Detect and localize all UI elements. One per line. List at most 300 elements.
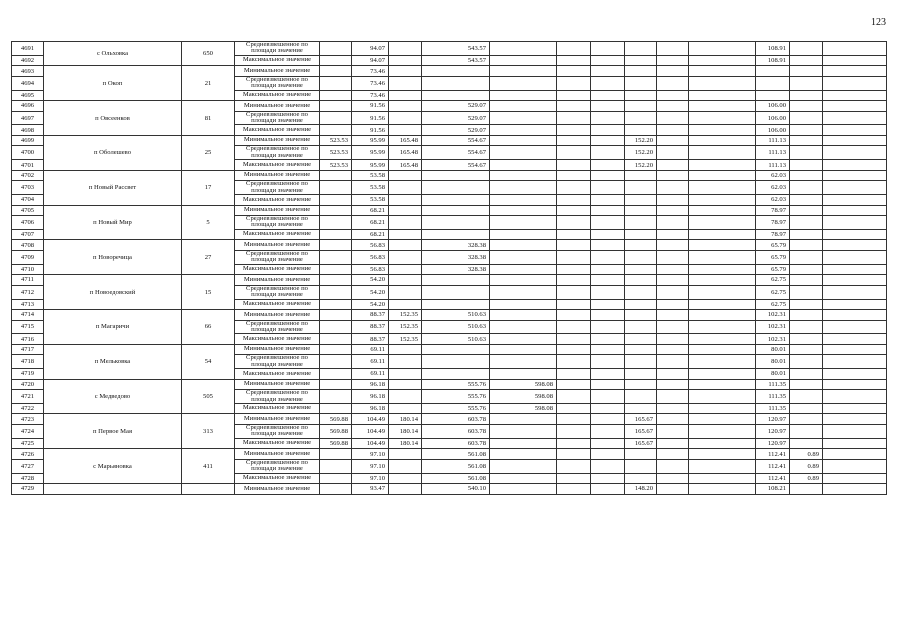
population: 17 bbox=[182, 170, 235, 205]
value-cell bbox=[689, 414, 756, 425]
row-number: 4707 bbox=[12, 229, 44, 240]
value-cell bbox=[490, 449, 557, 460]
value-cell: 152.35 bbox=[389, 310, 422, 321]
value-cell: 95.99 bbox=[352, 160, 389, 171]
value-cell bbox=[657, 275, 689, 286]
row-number: 4726 bbox=[12, 449, 44, 460]
value-cell bbox=[823, 414, 887, 425]
value-cell bbox=[823, 101, 887, 112]
value-cell bbox=[557, 240, 591, 251]
value-cell bbox=[490, 334, 557, 345]
value-cell bbox=[389, 473, 422, 484]
table-body bbox=[12, 42, 887, 495]
value-cell bbox=[591, 414, 625, 425]
value-cell bbox=[591, 310, 625, 321]
value-cell: 104.49 bbox=[352, 438, 389, 449]
value-cell: 68.21 bbox=[352, 229, 389, 240]
value-cell: 603.78 bbox=[422, 438, 490, 449]
row-number: 4727 bbox=[12, 459, 44, 473]
value-cell bbox=[625, 320, 657, 334]
value-cell bbox=[591, 334, 625, 345]
value-cell bbox=[389, 390, 422, 404]
population: 54 bbox=[182, 344, 235, 379]
value-cell bbox=[557, 438, 591, 449]
value-cell: 561.08 bbox=[422, 473, 490, 484]
value-cell bbox=[823, 473, 887, 484]
value-cell: 0.89 bbox=[790, 473, 823, 484]
value-cell: 152.35 bbox=[389, 320, 422, 334]
value-cell bbox=[389, 484, 422, 495]
value-cell bbox=[389, 299, 422, 310]
value-cell: 73.46 bbox=[352, 90, 389, 101]
value-cell: 88.37 bbox=[352, 320, 389, 334]
value-cell bbox=[823, 390, 887, 404]
value-cell bbox=[689, 369, 756, 380]
value-cell bbox=[591, 90, 625, 101]
value-cell bbox=[422, 181, 490, 195]
value-type-label: Максимальное значение bbox=[235, 473, 320, 484]
value-cell bbox=[490, 205, 557, 216]
value-cell bbox=[625, 240, 657, 251]
value-cell bbox=[320, 229, 352, 240]
value-cell bbox=[557, 310, 591, 321]
value-cell: 180.14 bbox=[389, 424, 422, 438]
value-cell: 96.18 bbox=[352, 379, 389, 390]
value-cell: 555.76 bbox=[422, 379, 490, 390]
value-cell: 91.56 bbox=[352, 125, 389, 136]
table-row bbox=[12, 66, 887, 77]
value-cell bbox=[591, 449, 625, 460]
value-cell bbox=[625, 310, 657, 321]
value-cell bbox=[320, 285, 352, 299]
value-cell: 65.79 bbox=[756, 240, 790, 251]
value-cell bbox=[823, 275, 887, 286]
value-cell bbox=[657, 459, 689, 473]
population: 650 bbox=[182, 42, 235, 66]
table-row bbox=[12, 42, 887, 56]
value-cell: 543.57 bbox=[422, 55, 490, 66]
value-cell: 78.97 bbox=[756, 216, 790, 230]
value-cell bbox=[625, 111, 657, 125]
row-number: 4710 bbox=[12, 264, 44, 275]
value-cell bbox=[591, 146, 625, 160]
value-cell bbox=[557, 135, 591, 146]
value-cell: 111.13 bbox=[756, 146, 790, 160]
value-cell bbox=[823, 344, 887, 355]
value-cell: 54.20 bbox=[352, 275, 389, 286]
value-cell bbox=[657, 170, 689, 181]
value-cell bbox=[490, 181, 557, 195]
value-cell bbox=[591, 135, 625, 146]
value-cell bbox=[625, 379, 657, 390]
value-type-label: Средневзвешенное по площади значение bbox=[235, 424, 320, 438]
value-cell bbox=[790, 55, 823, 66]
value-cell: 603.78 bbox=[422, 424, 490, 438]
value-cell bbox=[389, 285, 422, 299]
value-cell: 328.38 bbox=[422, 240, 490, 251]
value-cell: 56.83 bbox=[352, 264, 389, 275]
value-cell bbox=[557, 195, 591, 206]
value-cell bbox=[557, 55, 591, 66]
value-cell bbox=[591, 76, 625, 90]
value-cell bbox=[490, 125, 557, 136]
value-cell: 555.76 bbox=[422, 390, 490, 404]
settlement-name bbox=[44, 484, 182, 495]
value-cell bbox=[790, 484, 823, 495]
value-cell bbox=[689, 320, 756, 334]
value-cell: 111.13 bbox=[756, 135, 790, 146]
value-type-label: Максимальное значение bbox=[235, 195, 320, 206]
value-cell bbox=[422, 229, 490, 240]
value-cell: 62.75 bbox=[756, 299, 790, 310]
value-cell: 108.21 bbox=[756, 484, 790, 495]
value-cell: 102.31 bbox=[756, 310, 790, 321]
value-cell bbox=[320, 125, 352, 136]
value-cell bbox=[823, 438, 887, 449]
value-cell bbox=[790, 390, 823, 404]
value-cell: 112.41 bbox=[756, 449, 790, 460]
value-cell bbox=[591, 111, 625, 125]
value-type-label: Средневзвешенное по площади значение bbox=[235, 250, 320, 264]
settlement-name: п Овсеенков bbox=[44, 101, 182, 136]
value-cell bbox=[389, 111, 422, 125]
value-cell bbox=[790, 229, 823, 240]
value-cell bbox=[823, 424, 887, 438]
value-cell bbox=[591, 55, 625, 66]
value-cell bbox=[689, 146, 756, 160]
value-cell bbox=[490, 101, 557, 112]
value-cell bbox=[490, 285, 557, 299]
value-cell bbox=[591, 160, 625, 171]
value-cell bbox=[320, 76, 352, 90]
value-cell bbox=[625, 390, 657, 404]
value-cell bbox=[657, 195, 689, 206]
value-cell bbox=[490, 355, 557, 369]
row-number: 4718 bbox=[12, 355, 44, 369]
value-cell bbox=[557, 101, 591, 112]
value-type-label: Минимальное значение bbox=[235, 484, 320, 495]
value-cell: 112.41 bbox=[756, 473, 790, 484]
table-row bbox=[12, 449, 887, 460]
value-type-label: Средневзвешенное по площади значение bbox=[235, 390, 320, 404]
value-cell bbox=[790, 216, 823, 230]
value-cell: 62.03 bbox=[756, 181, 790, 195]
value-cell: 510.63 bbox=[422, 310, 490, 321]
value-cell bbox=[689, 285, 756, 299]
value-cell bbox=[490, 484, 557, 495]
value-cell bbox=[389, 264, 422, 275]
value-cell: 554.67 bbox=[422, 135, 490, 146]
value-cell bbox=[689, 76, 756, 90]
row-number: 4723 bbox=[12, 414, 44, 425]
value-cell bbox=[790, 66, 823, 77]
value-cell bbox=[591, 379, 625, 390]
table-row bbox=[12, 101, 887, 112]
value-cell bbox=[557, 344, 591, 355]
value-cell bbox=[823, 55, 887, 66]
value-cell bbox=[790, 250, 823, 264]
value-cell bbox=[790, 90, 823, 101]
value-cell bbox=[490, 369, 557, 380]
settlement-name: п Новоедовский bbox=[44, 275, 182, 310]
value-cell: 91.56 bbox=[352, 111, 389, 125]
row-number: 4714 bbox=[12, 310, 44, 321]
population: 15 bbox=[182, 275, 235, 310]
value-cell bbox=[490, 459, 557, 473]
value-type-label: Минимальное значение bbox=[235, 344, 320, 355]
value-cell: 0.89 bbox=[790, 459, 823, 473]
value-cell: 540.10 bbox=[422, 484, 490, 495]
value-cell bbox=[689, 459, 756, 473]
value-cell bbox=[823, 484, 887, 495]
value-cell bbox=[823, 66, 887, 77]
value-type-label: Максимальное значение bbox=[235, 264, 320, 275]
value-cell bbox=[389, 403, 422, 414]
row-number: 4701 bbox=[12, 160, 44, 171]
value-cell: 97.10 bbox=[352, 473, 389, 484]
value-cell bbox=[823, 111, 887, 125]
value-cell bbox=[689, 42, 756, 56]
value-cell bbox=[823, 310, 887, 321]
table-row bbox=[12, 310, 887, 321]
value-cell bbox=[790, 160, 823, 171]
value-type-label: Минимальное значение bbox=[235, 135, 320, 146]
value-cell: 102.31 bbox=[756, 334, 790, 345]
row-number: 4717 bbox=[12, 344, 44, 355]
value-cell bbox=[557, 181, 591, 195]
value-cell: 93.47 bbox=[352, 484, 389, 495]
value-cell bbox=[790, 101, 823, 112]
value-cell bbox=[823, 334, 887, 345]
value-cell bbox=[490, 55, 557, 66]
value-cell bbox=[790, 135, 823, 146]
value-cell bbox=[320, 111, 352, 125]
value-cell bbox=[625, 334, 657, 345]
value-cell: 94.07 bbox=[352, 55, 389, 66]
value-cell bbox=[490, 320, 557, 334]
table-row bbox=[12, 135, 887, 146]
value-cell bbox=[657, 90, 689, 101]
value-cell bbox=[657, 42, 689, 56]
value-cell bbox=[591, 285, 625, 299]
value-cell bbox=[823, 240, 887, 251]
value-cell bbox=[625, 205, 657, 216]
value-cell: 543.57 bbox=[422, 42, 490, 56]
value-cell bbox=[320, 369, 352, 380]
row-number: 4705 bbox=[12, 205, 44, 216]
value-cell bbox=[689, 195, 756, 206]
value-cell bbox=[689, 264, 756, 275]
value-cell: 569.88 bbox=[320, 414, 352, 425]
value-cell bbox=[490, 414, 557, 425]
value-cell: 80.01 bbox=[756, 369, 790, 380]
value-cell bbox=[320, 403, 352, 414]
value-cell bbox=[591, 484, 625, 495]
value-cell bbox=[557, 229, 591, 240]
value-cell bbox=[389, 216, 422, 230]
value-cell bbox=[689, 403, 756, 414]
value-cell bbox=[490, 135, 557, 146]
value-cell bbox=[320, 55, 352, 66]
table-row bbox=[12, 240, 887, 251]
value-cell bbox=[625, 264, 657, 275]
value-type-label: Минимальное значение bbox=[235, 379, 320, 390]
value-cell: 120.97 bbox=[756, 424, 790, 438]
value-cell bbox=[790, 146, 823, 160]
value-cell: 569.88 bbox=[320, 424, 352, 438]
value-cell bbox=[657, 369, 689, 380]
value-cell: 111.13 bbox=[756, 160, 790, 171]
value-cell bbox=[689, 424, 756, 438]
value-cell bbox=[823, 459, 887, 473]
value-cell bbox=[320, 310, 352, 321]
value-cell: 152.35 bbox=[389, 334, 422, 345]
value-cell bbox=[591, 170, 625, 181]
value-cell bbox=[625, 473, 657, 484]
value-cell bbox=[657, 216, 689, 230]
value-type-label: Минимальное значение bbox=[235, 449, 320, 460]
page-number: 123 bbox=[871, 17, 886, 28]
row-number: 4706 bbox=[12, 216, 44, 230]
value-cell bbox=[689, 379, 756, 390]
settlement-name: п Новый Рассвет bbox=[44, 170, 182, 205]
settlement-name: с Медведово bbox=[44, 379, 182, 414]
value-cell bbox=[657, 299, 689, 310]
value-cell bbox=[657, 66, 689, 77]
value-cell bbox=[389, 76, 422, 90]
value-cell: 53.58 bbox=[352, 181, 389, 195]
table-row bbox=[12, 205, 887, 216]
value-cell bbox=[689, 216, 756, 230]
value-cell bbox=[657, 240, 689, 251]
value-cell bbox=[625, 170, 657, 181]
value-type-label: Средневзвешенное по площади значение bbox=[235, 355, 320, 369]
value-cell bbox=[389, 449, 422, 460]
value-cell bbox=[823, 135, 887, 146]
value-cell bbox=[625, 181, 657, 195]
row-number: 4729 bbox=[12, 484, 44, 495]
value-cell bbox=[591, 344, 625, 355]
value-cell bbox=[823, 216, 887, 230]
value-cell bbox=[320, 379, 352, 390]
value-type-label: Средневзвешенное по площади значение bbox=[235, 285, 320, 299]
value-type-label: Минимальное значение bbox=[235, 101, 320, 112]
value-cell bbox=[657, 414, 689, 425]
value-cell bbox=[689, 355, 756, 369]
settlement-name: п Первое Мая bbox=[44, 414, 182, 449]
value-cell bbox=[557, 334, 591, 345]
value-cell bbox=[657, 473, 689, 484]
value-cell bbox=[389, 379, 422, 390]
value-cell bbox=[591, 125, 625, 136]
value-cell bbox=[790, 320, 823, 334]
value-cell bbox=[422, 344, 490, 355]
population: 25 bbox=[182, 135, 235, 170]
value-cell bbox=[657, 403, 689, 414]
value-type-label: Максимальное значение bbox=[235, 90, 320, 101]
value-cell: 108.91 bbox=[756, 42, 790, 56]
row-number: 4716 bbox=[12, 334, 44, 345]
value-cell bbox=[657, 135, 689, 146]
value-cell: 65.79 bbox=[756, 264, 790, 275]
value-cell bbox=[389, 229, 422, 240]
value-cell bbox=[657, 250, 689, 264]
row-number: 4704 bbox=[12, 195, 44, 206]
value-cell bbox=[657, 76, 689, 90]
value-cell: 56.83 bbox=[352, 240, 389, 251]
value-cell bbox=[389, 355, 422, 369]
value-cell bbox=[557, 76, 591, 90]
value-cell bbox=[557, 125, 591, 136]
value-cell bbox=[557, 414, 591, 425]
value-type-label: Максимальное значение bbox=[235, 125, 320, 136]
value-cell bbox=[557, 459, 591, 473]
value-cell: 69.11 bbox=[352, 355, 389, 369]
value-cell bbox=[689, 344, 756, 355]
table-row bbox=[12, 484, 887, 495]
settlement-name: п Новоречица bbox=[44, 240, 182, 275]
value-cell: 554.67 bbox=[422, 160, 490, 171]
value-cell bbox=[320, 66, 352, 77]
value-cell: 328.38 bbox=[422, 264, 490, 275]
row-number: 4721 bbox=[12, 390, 44, 404]
value-cell bbox=[591, 390, 625, 404]
value-cell: 62.03 bbox=[756, 195, 790, 206]
value-cell bbox=[490, 90, 557, 101]
value-cell: 62.75 bbox=[756, 285, 790, 299]
value-cell bbox=[591, 240, 625, 251]
value-cell: 523.53 bbox=[320, 160, 352, 171]
value-cell bbox=[657, 101, 689, 112]
value-type-label: Минимальное значение bbox=[235, 170, 320, 181]
value-cell bbox=[625, 66, 657, 77]
value-cell bbox=[422, 285, 490, 299]
value-cell bbox=[490, 299, 557, 310]
value-cell bbox=[790, 438, 823, 449]
value-cell bbox=[591, 250, 625, 264]
value-cell bbox=[320, 320, 352, 334]
value-cell: 0.89 bbox=[790, 449, 823, 460]
value-cell bbox=[422, 369, 490, 380]
value-cell bbox=[557, 424, 591, 438]
value-cell bbox=[790, 379, 823, 390]
value-cell bbox=[689, 181, 756, 195]
value-cell bbox=[790, 111, 823, 125]
value-cell: 69.11 bbox=[352, 369, 389, 380]
value-cell bbox=[625, 369, 657, 380]
table-row bbox=[12, 170, 887, 181]
value-cell bbox=[790, 275, 823, 286]
value-cell bbox=[320, 449, 352, 460]
value-cell bbox=[591, 229, 625, 240]
value-type-label: Средневзвешенное по площади значение bbox=[235, 181, 320, 195]
value-cell bbox=[320, 484, 352, 495]
value-cell bbox=[689, 111, 756, 125]
value-cell bbox=[823, 195, 887, 206]
value-cell bbox=[657, 379, 689, 390]
value-cell: 106.00 bbox=[756, 111, 790, 125]
value-cell: 529.07 bbox=[422, 101, 490, 112]
value-cell bbox=[490, 264, 557, 275]
value-cell bbox=[557, 170, 591, 181]
value-cell bbox=[689, 229, 756, 240]
value-cell bbox=[557, 484, 591, 495]
value-cell bbox=[389, 250, 422, 264]
value-cell: 529.07 bbox=[422, 125, 490, 136]
value-cell bbox=[689, 66, 756, 77]
value-cell bbox=[389, 459, 422, 473]
value-cell: 555.76 bbox=[422, 403, 490, 414]
